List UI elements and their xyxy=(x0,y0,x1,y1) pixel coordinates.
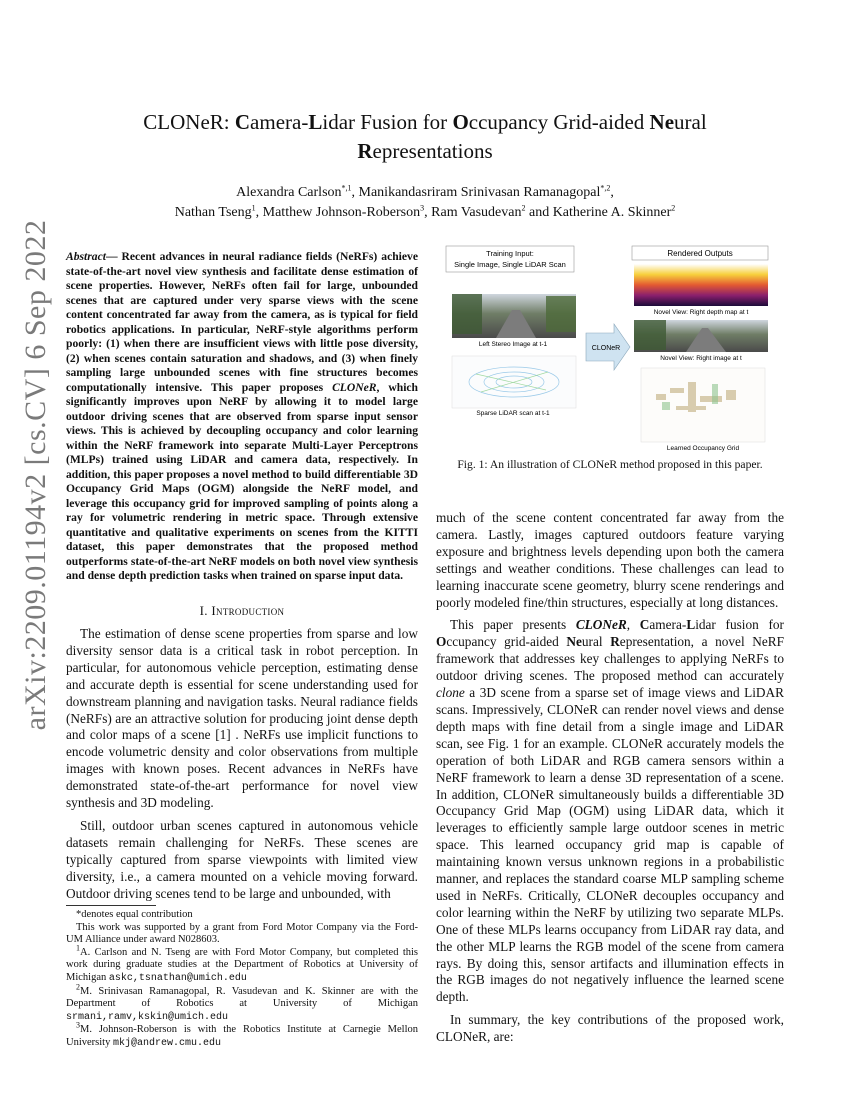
footnote-1: $^1$A. Carlson and N. Tseng are with Ford Motor Company, but completed this work during graduate studies at the Department of Robotics at University of Michigan askc,tsnathan@umich.edu xyxy=(66,943,418,984)
author-list: Alexandra Carlson$^{*,1}$, Manikandasriram Srinivasan Ramanagopal$^{*,2}$, Nathan Tseng$^1$, Matthew Johnson-Roberson$^3$, Ram Vasudevan$^2$ and Katherine A. Skinner$^2$ xyxy=(174,183,676,220)
paragraph: The estimation of dense scene properties from sparse and low diversity sensor data is a critical task in robot perception. In particular, for autonomous vehicle perception, estimating dense and accurate depth is essential for scene understanding used for downstream planning and navigation tasks. Neural radiance fields (NeRFs) are an attractive solution for producing joint dense depth and color maps of a scene [1] . NeRFs use implicit functions to encode volumetric density and color observations from multiple images with known poses. Recent advances in NeRFs have demonstrated state-of-the-art performance for novel view synthesis and 3D modeling. xyxy=(66,626,418,811)
learned-ogm-caption: Learned Occupancy Grid xyxy=(666,445,740,452)
footnote-rule xyxy=(66,905,156,906)
footnotes xyxy=(66,905,418,1051)
paragraph: In summary, the key contributions of the proposed work, CLONeR, are: xyxy=(436,1012,784,1045)
training-input-label-2: Single Image, Single LiDAR Scan xyxy=(454,260,566,269)
introduction-left-column xyxy=(66,626,418,909)
introduction-right-column xyxy=(436,510,784,1052)
footnote-funding: This work was supported by a grant from Ford Motor Company via the Ford-UM Alliance under award N028603. xyxy=(66,921,418,946)
section-heading-introduction: I. Introduction xyxy=(199,603,285,618)
arxiv-identifier-text: arXiv:2209.01194v2 [cs.CV] 6 Sep 2022 xyxy=(19,219,52,731)
figure-1-caption: Fig. 1: An illustration of CLONeR method proposed in this paper. xyxy=(457,458,763,471)
novel-depth-map xyxy=(634,264,768,306)
novel-rgb-caption: Novel View: Right image at t xyxy=(660,355,742,362)
abstract: Abstract— Recent advances in neural radiance fields (NeRFs) achieve state-of-the-art novel view synthesis and facilitate dense estimation of scene properties. However, NeRFs often fail for large, unbounded scenes that are captured under very sparse views with the scene content concentrated far away from the camera, as is typical for field robotics applications. In particular, NeRF-style algorithms perform poorly: (1) when there are insufficient views with little pose diversity, (2) when scenes contain saturation and shadows, and (3) when finely sampling large unbounded scenes with fine structures becomes computationally intensive. This paper proposes CLONeR, which significantly improves upon NeRF by allowing it to model large outdoor driving scenes that are observed from sparse input sensor views. This is achieved by decoupling occupancy and color learning within the NeRF framework into separate Multi-Layer Perceptrons (MLPs) trained using LiDAR and camera data, respectively. In addition, this paper proposes a novel method to build differentiable 3D Occupancy Grid Maps (OGM) alongside the NeRF model, and leverage this occupancy grid for improved sampling of points along a ray for volumetric rendering in metric space. Through extensive quantitative and qualitative experiments on scenes from the KITTI dataset, this paper demonstrates that the proposed method outperforms state-of-the-art NeRF models on both novel view synthesis and dense depth prediction tasks when trained on sparse input data. xyxy=(66,250,419,582)
sparse-lidar-caption: Sparse LiDAR scan at t-1 xyxy=(476,410,550,417)
rendered-outputs-label: Rendered Outputs xyxy=(667,249,733,258)
abstract-label: Abstract xyxy=(66,250,106,263)
arxiv-identifier xyxy=(6,219,66,731)
figure-1 xyxy=(436,244,782,454)
paragraph: much of the scene content concentrated far away from the camera. Lastly, images captured outdoors feature varying exposure and brightness levels depending upon both the camera settings and weather conditions. These challenges can lead to learning inaccurate scene geometry, blurry scene renderings and poorly modeled fine/thin structures, especially at long distances. xyxy=(436,510,784,610)
paragraph: Still, outdoor urban scenes captured in autonomous vehicle datasets remain challenging for NeRFs. These scenes are typically captured from sparse viewpoints with limited view diversity, i.e., a camera mounted on a vehicle moving forward. Outdoor driving scenes tend to be large and unbounded, with xyxy=(66,817,418,901)
left-stereo-caption: Left Stereo Image at t-1 xyxy=(478,341,548,348)
training-input-label-1: Training Input: xyxy=(486,249,534,258)
footnote-3: $^3$M. Johnson-Roberson is with the Robotics Institute at Carnegie Mellon University mkj@andrew.cmu.edu xyxy=(66,1020,418,1049)
paper-title: CLONeR: Camera-Lidar Fusion for Occupancy Grid-aided Neural Representations xyxy=(143,110,707,163)
novel-depth-caption: Novel View: Right depth map at t xyxy=(653,309,749,316)
cloner-arrow-label: CLONeR xyxy=(591,345,621,352)
footnote-equal: *denotes equal contribution xyxy=(76,909,193,920)
paragraph-cloner-intro: This paper presents CLONeR, Camera-Lidar fusion for Occupancy grid-aided Neural Representation, a novel NeRF framework that addresses key challenges to applying NeRFs to outdoor driving scenes. The proposed method can accurately clone a 3D scene from a sparse set of image views and LiDAR scans. Impressively, CLONeR can render novel views and dense depth maps with fine detail from a single image and LiDAR scan, see Fig. 1 for an example. CLONeR accurately models the operation of both LiDAR and RGB camera sensors within a NeRF framework to learn a dense 3D representation of a scene. In addition, CLONeR simultaneously builds a differentiable 3D Occupancy Grid Map (OGM) using LiDAR data, which it leverages to efficiently sample large outdoor scenes in metric space. This learned occupancy grid map is capable of maintaining known versus unknown regions in a probabilistic manner, and replaces the standard coarse MLP sampling scheme used in NeRFs. Critically, CLONeR decouples occupancy and color learning within the NeRF by utilizing two separate MLPs. One of these MLPs learns occupancy from LiDAR ray data, and the other MLP learns the RGB model of the scene from camera rays. By doing this, sensor artifacts and illumination effects in the RGB images do not negatively influence the learned scene depth. xyxy=(436,617,785,1005)
footnote-2: $^2$M. Srinivasan Ramanagopal, R. Vasudevan and K. Skinner are with the Department of Robotics at University of Michigan srmani,ramv,kskin@umich.edu xyxy=(66,982,418,1023)
learned-occupancy-grid xyxy=(641,368,765,442)
